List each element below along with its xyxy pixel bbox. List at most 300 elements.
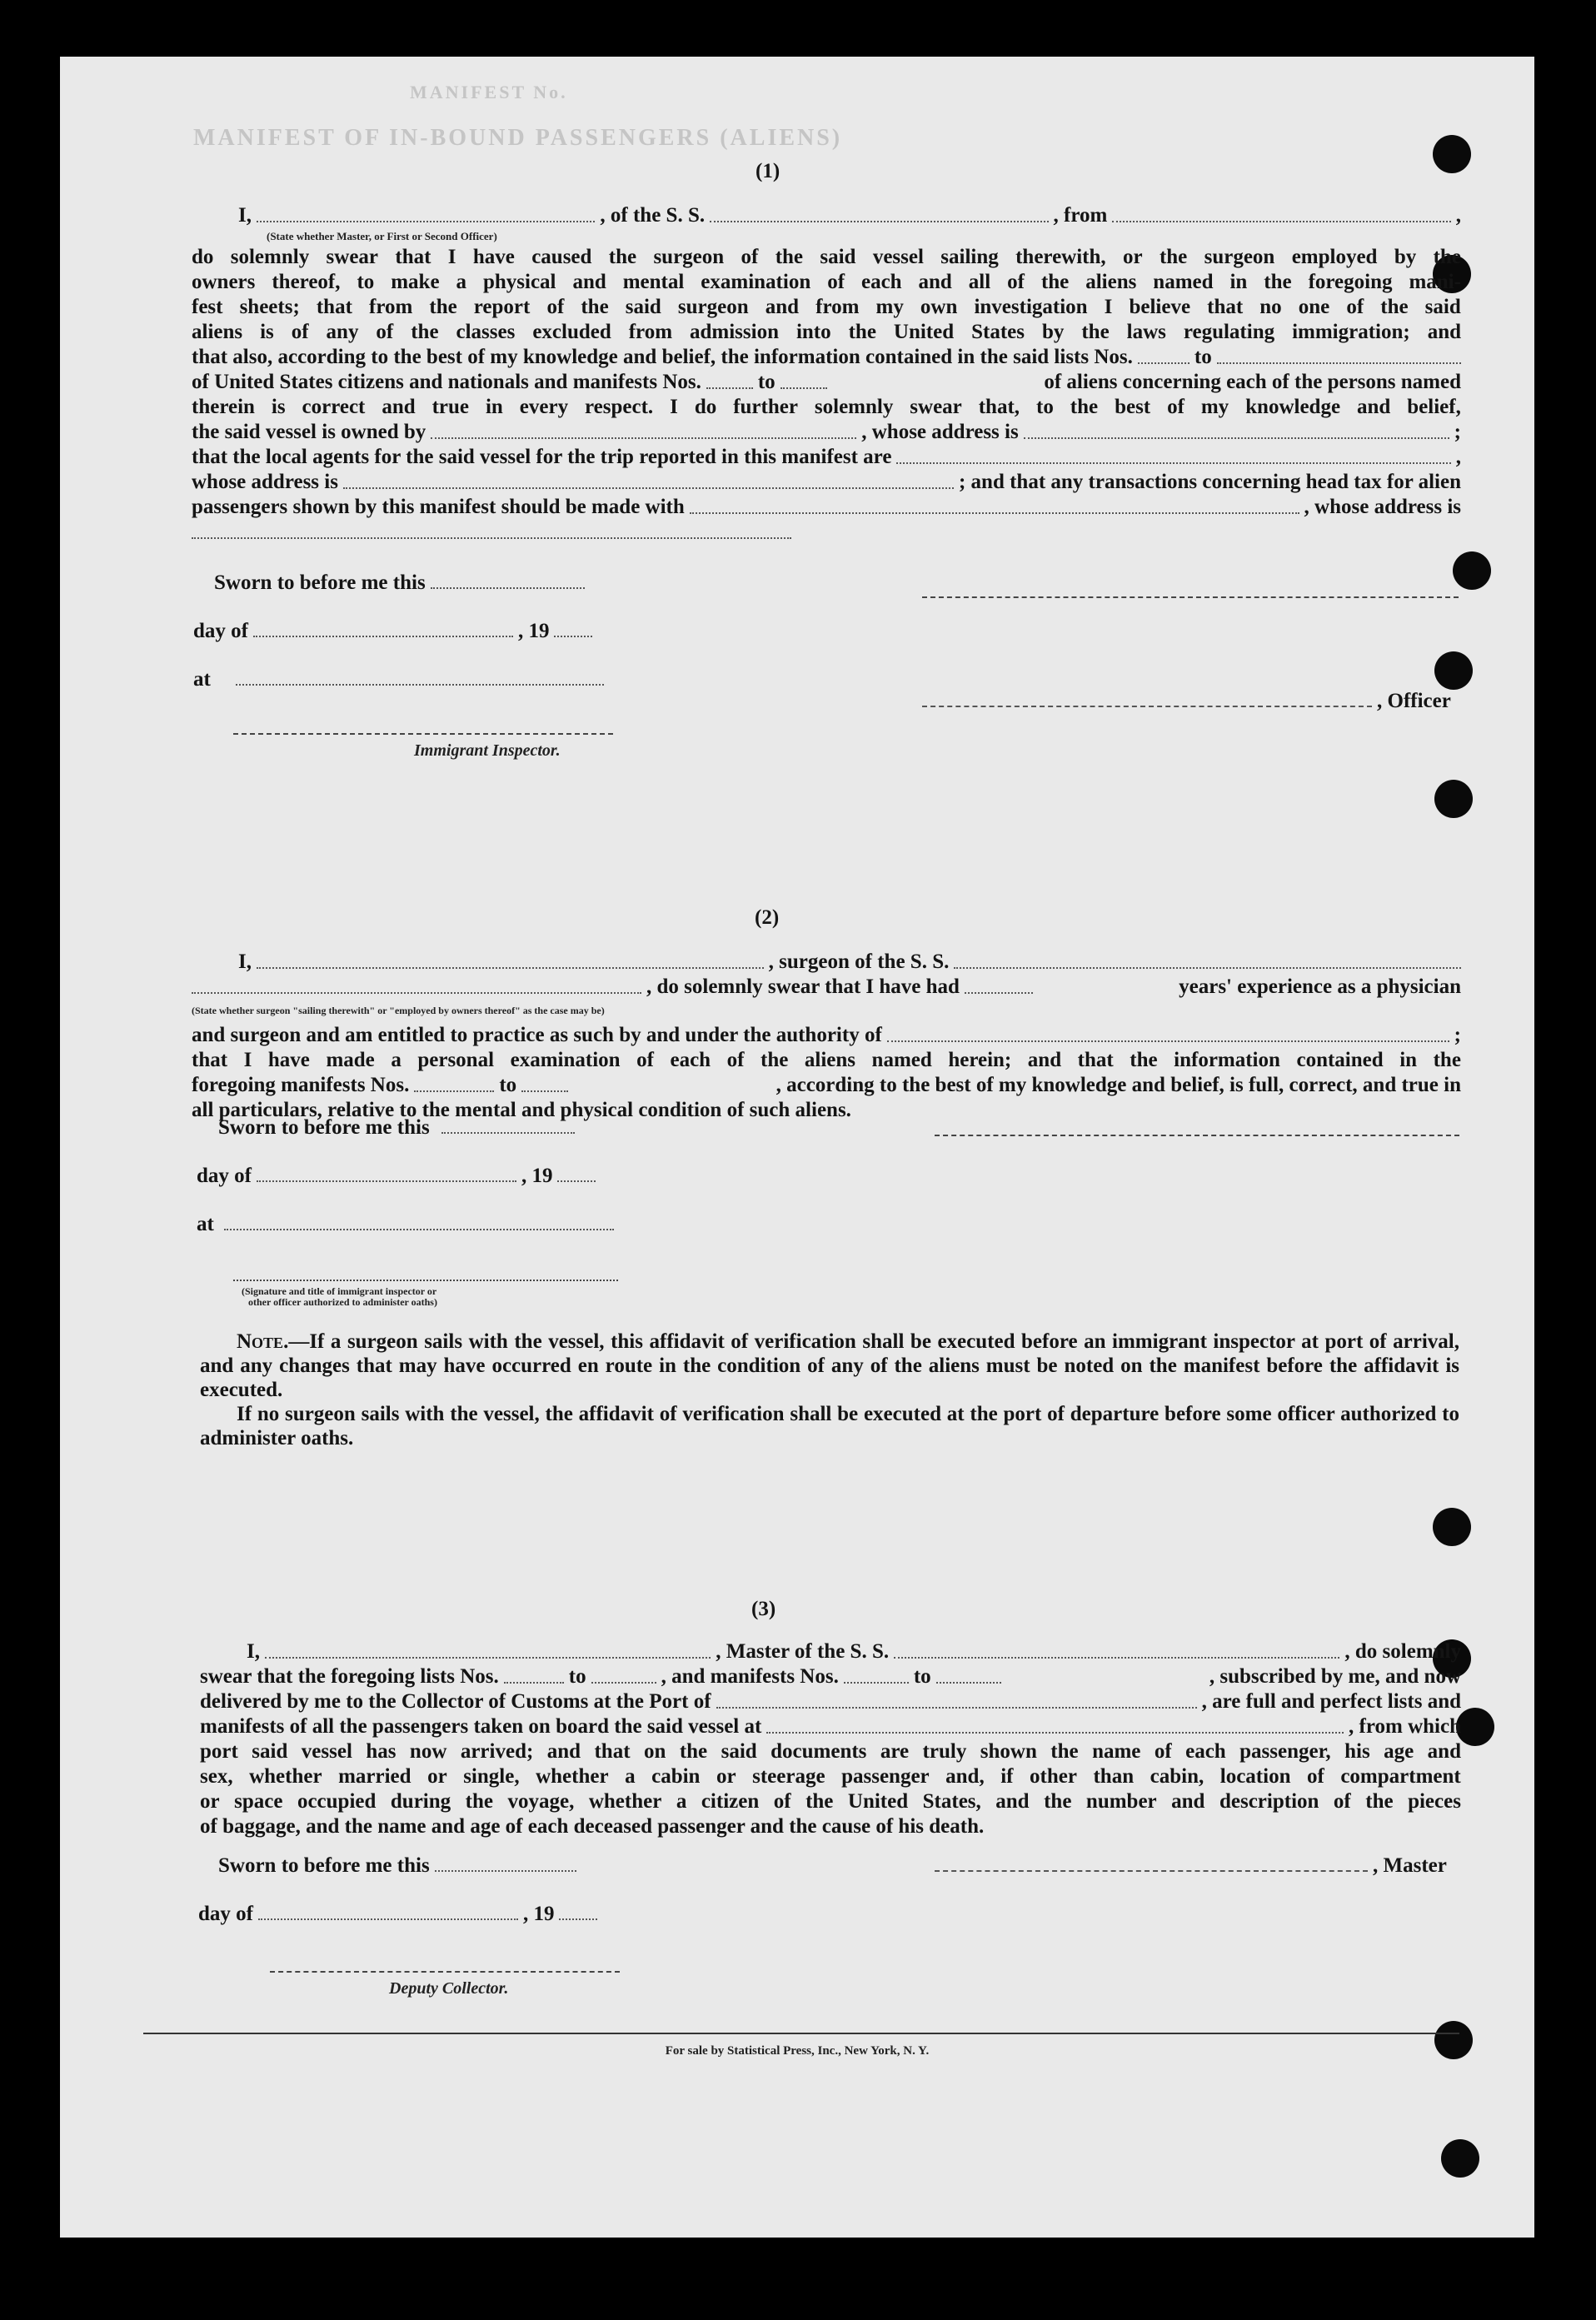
- s3-master-signature-field[interactable]: [935, 1870, 1368, 1872]
- word: in: [1229, 271, 1248, 293]
- word: said: [1424, 296, 1461, 318]
- s2-year-field[interactable]: [557, 1180, 596, 1182]
- s1-i: I,: [238, 204, 252, 227]
- word: or: [716, 1765, 736, 1788]
- word: have: [472, 246, 515, 268]
- word: regulating: [1183, 321, 1275, 343]
- punch-hole: [1456, 1708, 1494, 1746]
- word: best: [1115, 396, 1151, 418]
- s3-sworn-line: [218, 1854, 576, 1878]
- word: that: [316, 296, 352, 318]
- word: or: [200, 1790, 220, 1813]
- word: in: [1399, 1049, 1418, 1071]
- word: on: [643, 1740, 666, 1763]
- section-1-number: (1): [756, 160, 781, 182]
- word: during: [390, 1790, 451, 1813]
- s2-at-field[interactable]: [224, 1229, 614, 1230]
- word: swear: [910, 396, 962, 418]
- word: by: [1041, 321, 1065, 343]
- s3-line-4: [200, 1714, 1461, 1739]
- word: and: [1027, 1049, 1062, 1071]
- word: or: [427, 1765, 447, 1788]
- s1-whose-address: , whose address is: [861, 421, 1019, 443]
- word: occupied: [297, 1790, 377, 1813]
- contact-address-field[interactable]: [192, 537, 791, 539]
- word: the: [805, 1790, 834, 1813]
- word: the: [1159, 246, 1188, 268]
- s1-line-3: [192, 270, 1461, 295]
- word: cabin: [651, 1765, 701, 1788]
- s3-day-line: [198, 1903, 597, 1926]
- word: is: [271, 396, 286, 418]
- punch-hole: [1434, 780, 1473, 818]
- punch-hole: [1434, 651, 1473, 690]
- word: compartment: [1340, 1765, 1461, 1788]
- s3-collector-label: Deputy Collector.: [389, 1979, 509, 1998]
- s1-semicolon: ;: [1454, 421, 1461, 443]
- word: States,: [922, 1790, 981, 1813]
- word: pieces: [1408, 1790, 1461, 1813]
- s1-line-12: [192, 495, 1461, 520]
- ghost-manifest-no: MANIFEST No.: [410, 82, 568, 102]
- s1-day-line: [193, 620, 592, 643]
- word: than: [1093, 1765, 1135, 1788]
- s3-master-of: , Master of the S. S.: [716, 1640, 890, 1663]
- s3-collector-text: delivered by me to the Collector of Customs at the Port of: [200, 1690, 711, 1713]
- word: United: [847, 1790, 909, 1813]
- s2-caption-line-2: other officer authorized to administer oaths): [248, 1296, 437, 1308]
- s1-line-1: I, , of the S. S. , from ,: [238, 204, 1462, 227]
- word: port: [200, 1740, 238, 1763]
- word: the: [1130, 1049, 1158, 1071]
- punch-hole: [1433, 135, 1471, 173]
- word: each: [860, 271, 902, 293]
- s2-years-text: years' experience as a physician: [1179, 975, 1461, 998]
- note-text-1: —If a surgeon sails with the vessel, this affidavit of verification shall be executed before an immigrant inspector at port of arrival, and any changes that may have occurred en route in the condition of any of the aliens must be noted on the manifest before the affidavit is executed.: [200, 1330, 1459, 1401]
- word: of: [1154, 1740, 1172, 1763]
- s1-officer: , Officer: [1377, 690, 1451, 712]
- word: shown: [980, 1740, 1037, 1763]
- s1-manifests-text: of United States citizens and nationals and manifests Nos.: [192, 371, 701, 393]
- manifests-from-field[interactable]: [706, 387, 753, 389]
- word: of: [546, 296, 565, 318]
- s1-sworn-date-field[interactable]: [431, 587, 585, 589]
- word: his: [1344, 1740, 1370, 1763]
- s2-line-3: [192, 1023, 1461, 1048]
- word: the: [608, 246, 637, 268]
- footer-rule: [143, 2033, 1459, 2034]
- word: do: [694, 396, 717, 418]
- note-label: Note.: [237, 1330, 289, 1353]
- word: a: [456, 271, 467, 293]
- s2-day-field[interactable]: [257, 1180, 516, 1182]
- boarding-port-field[interactable]: [766, 1732, 1344, 1734]
- s3-lists-from-field[interactable]: [504, 1682, 564, 1684]
- section-3-number: (3): [751, 1598, 776, 1620]
- word: surgeon: [1204, 246, 1275, 268]
- lists-to-field[interactable]: [1217, 362, 1461, 364]
- s1-whose-address-3: , whose address is: [1304, 496, 1461, 518]
- word: foregoing: [1308, 271, 1393, 293]
- word: vessel: [301, 1740, 352, 1763]
- word: now: [409, 1740, 447, 1763]
- word: a: [625, 1765, 636, 1788]
- word: no: [1259, 296, 1282, 318]
- word: are: [880, 1740, 910, 1763]
- word: married: [338, 1765, 411, 1788]
- word: whether: [588, 1790, 662, 1813]
- word: solemnly: [230, 246, 310, 268]
- s3-sworn: Sworn to before me this: [218, 1854, 430, 1877]
- surgeon-caption: (State whether surgeon "sailing therewith" or "employed by owners thereof" as the case may be): [192, 1005, 605, 1016]
- word: surgeon: [653, 246, 725, 268]
- s3-do-solemnly: , do solemnly: [1344, 1640, 1462, 1663]
- s3-ship-field[interactable]: [894, 1657, 1339, 1659]
- s2-at: at: [197, 1213, 214, 1235]
- word: of: [1167, 396, 1185, 418]
- s2-authority-text: and surgeon and am entitled to practice as such by and under the authority of: [192, 1024, 882, 1046]
- word: from: [815, 296, 860, 318]
- officer-name-field[interactable]: [257, 221, 595, 222]
- s1-at-field[interactable]: [236, 684, 604, 686]
- word: the: [1433, 246, 1461, 268]
- word: the: [1050, 1740, 1079, 1763]
- s3-line-3: [200, 1689, 1461, 1714]
- word: of: [827, 271, 845, 293]
- word: the: [465, 1790, 493, 1813]
- s2-swear: , do solemnly swear that I have had: [646, 975, 960, 998]
- word: do: [192, 246, 214, 268]
- word: in: [485, 396, 503, 418]
- word: fest: [192, 296, 223, 318]
- word: into: [796, 321, 831, 343]
- s3-manifests-from-field[interactable]: [844, 1682, 909, 1684]
- word: that: [192, 1049, 228, 1071]
- lists-from-field[interactable]: [1138, 362, 1190, 364]
- word: of: [376, 321, 394, 343]
- word: caused: [531, 246, 592, 268]
- word: said: [820, 246, 856, 268]
- word: passenger: [841, 1765, 930, 1788]
- s1-inspector-signature-line[interactable]: [233, 733, 613, 735]
- owner-field[interactable]: [431, 437, 856, 439]
- printer-footer: For sale by Statistical Press, Inc., New York, N. Y.: [665, 2044, 930, 2058]
- word: passenger,: [1239, 1740, 1331, 1763]
- surgeon-status-field[interactable]: [192, 992, 641, 994]
- word: the: [581, 296, 609, 318]
- s1-lists-text: that also, according to the best of my knowledge and belief, the information contained in the said lists Nos.: [192, 346, 1133, 368]
- word: of: [1306, 1765, 1324, 1788]
- s3-master-line: [935, 1854, 1447, 1878]
- ship-name-field[interactable]: [710, 221, 1048, 222]
- word: and: [918, 271, 952, 293]
- s1-line-11: [192, 470, 1461, 495]
- word: therein: [192, 396, 255, 418]
- word: examination: [701, 271, 811, 293]
- s1-officer-signature-field[interactable]: [922, 706, 1372, 707]
- word: of: [1346, 296, 1364, 318]
- s1-at-line: [193, 668, 604, 691]
- word: sheets;: [239, 296, 300, 318]
- s3-line-6: [200, 1764, 1461, 1789]
- s3-collector-signature-line[interactable]: [270, 1971, 620, 1973]
- s2-sworn-line: [218, 1116, 575, 1140]
- word: documents: [771, 1740, 867, 1763]
- word: one: [1298, 296, 1330, 318]
- s1-signature-line[interactable]: [922, 596, 1459, 598]
- s3-full-perfect: , are full and perfect lists and: [1201, 1690, 1461, 1713]
- s3-line-1: [200, 1639, 1461, 1664]
- word: of: [741, 246, 759, 268]
- word: by: [1394, 246, 1417, 268]
- word: and: [382, 396, 416, 418]
- word: herein;: [948, 1049, 1012, 1071]
- word: further: [733, 396, 798, 418]
- word: and: [546, 1740, 581, 1763]
- s2-line-2: [192, 975, 1461, 1000]
- s3-day-field[interactable]: [258, 1918, 518, 1920]
- word: vessel: [872, 246, 924, 268]
- word: believe: [1129, 296, 1191, 318]
- word: contained: [1296, 1049, 1384, 1071]
- word: that: [395, 246, 431, 268]
- word: respect.: [585, 396, 654, 418]
- s1-line-5: [192, 320, 1461, 345]
- s2-inspector-signature-line[interactable]: [233, 1280, 618, 1281]
- s3-manifests-text: , and manifests Nos.: [661, 1665, 839, 1688]
- surgeon-name-field[interactable]: [257, 967, 764, 969]
- section-2-oath: [192, 1023, 1461, 1123]
- word: said: [721, 1740, 757, 1763]
- word: physical: [482, 271, 556, 293]
- word: aliens: [192, 321, 243, 343]
- s1-line-8: [192, 395, 1461, 420]
- word: whether: [249, 1765, 322, 1788]
- s2-semicolon: ;: [1454, 1024, 1461, 1046]
- s3-passengers-text: manifests of all the passengers taken on board the said vessel at: [200, 1715, 762, 1738]
- s2-signature-caption: [242, 1286, 437, 1308]
- ghost-manifest-title: MANIFEST OF IN-BOUND PASSENGERS (ALIENS): [193, 125, 843, 151]
- s1-whose-address-2: whose address is: [192, 471, 338, 493]
- s2-particulars-text: all particulars, relative to the mental and physical condition of such aliens.: [192, 1099, 851, 1121]
- word: that,: [978, 396, 1020, 418]
- s2-to: to: [499, 1074, 517, 1096]
- word: is: [260, 321, 274, 343]
- s1-line-6: [192, 345, 1461, 370]
- word: admission: [690, 321, 779, 343]
- note-paragraph-2: If no surgeon sails with the vessel, the affidavit of verification shall be executed at the port of departure before some officer authorized to administer oaths.: [200, 1403, 1459, 1449]
- word: single,: [463, 1765, 520, 1788]
- word: whether: [536, 1765, 609, 1788]
- word: the: [1081, 321, 1110, 343]
- s2-line-5: [192, 1073, 1461, 1098]
- word: mani-: [1409, 271, 1461, 293]
- s1-comma: ,: [1455, 446, 1461, 468]
- word: the: [1380, 296, 1409, 318]
- s1-day-of: day of: [193, 620, 248, 642]
- s1-officer-line: [922, 690, 1451, 713]
- s2-day-line: [197, 1165, 596, 1188]
- s2-sworn: Sworn to before me this: [218, 1116, 430, 1139]
- word: named: [871, 1049, 932, 1071]
- word: steerage: [752, 1765, 825, 1788]
- word: I: [670, 396, 678, 418]
- word: voyage,: [507, 1790, 575, 1813]
- s3-day-of: day of: [198, 1903, 253, 1925]
- agents-field[interactable]: [896, 462, 1450, 464]
- s1-year-field[interactable]: [554, 636, 592, 637]
- word: and: [1427, 321, 1461, 343]
- word: other: [1030, 1765, 1077, 1788]
- word: of: [1007, 271, 1025, 293]
- s3-line-5: [200, 1739, 1461, 1764]
- s3-manifests-to-field[interactable]: [936, 1682, 1001, 1684]
- word: solemnly: [814, 396, 894, 418]
- word: belief,: [1407, 396, 1461, 418]
- word: cabin,: [1150, 1765, 1204, 1788]
- s1-19: , 19: [517, 620, 550, 642]
- word: the: [1070, 396, 1099, 418]
- section-2-number: (2): [755, 906, 780, 929]
- word: I: [243, 1049, 252, 1071]
- word: any: [326, 321, 359, 343]
- word: or: [1122, 246, 1143, 268]
- s1-from: , from: [1053, 204, 1108, 227]
- word: and: [995, 1790, 1030, 1813]
- s2-manifests-to-field[interactable]: [521, 1090, 568, 1092]
- s2-surgeon-signature-line[interactable]: [935, 1135, 1459, 1136]
- word: from: [628, 321, 673, 343]
- word: owners: [192, 271, 256, 293]
- s2-manifests-from-field[interactable]: [414, 1090, 494, 1092]
- s2-sworn-date-field[interactable]: [441, 1132, 575, 1134]
- s1-of-ss: , of the S. S.: [600, 204, 706, 227]
- word: sex,: [200, 1765, 233, 1788]
- word: aliens: [1085, 271, 1137, 293]
- word: the: [1040, 271, 1070, 293]
- s2-manifests-text: foregoing manifests Nos.: [192, 1074, 410, 1096]
- word: report: [473, 296, 531, 318]
- section-1-body: [192, 203, 1461, 228]
- s3-year-field[interactable]: [559, 1918, 597, 1920]
- word: that: [1077, 1049, 1114, 1071]
- s1-agents-text: that the local agents for the said vessel for the trip reported in this manifest are: [192, 446, 892, 468]
- word: thereof,: [272, 271, 341, 293]
- word: number: [1085, 1790, 1157, 1813]
- s1-line-13: [192, 520, 1461, 545]
- s3-lists-to-field[interactable]: [591, 1682, 656, 1684]
- word: of: [1333, 1790, 1351, 1813]
- word: to: [357, 271, 375, 293]
- s2-caption-line-1: (Signature and title of immigrant inspector or: [242, 1285, 437, 1297]
- word: that: [594, 1740, 631, 1763]
- word: immigration;: [1292, 321, 1410, 343]
- word: the: [1044, 1790, 1072, 1813]
- s1-sworn: Sworn to before me this: [214, 571, 426, 594]
- s1-line-7: [192, 370, 1461, 395]
- head-tax-contact-field[interactable]: [690, 512, 1299, 514]
- word: the: [1365, 1790, 1394, 1813]
- punch-hole: [1433, 1508, 1471, 1546]
- s2-surgeon-of: , surgeon of the S. S.: [768, 950, 950, 973]
- port-field[interactable]: [716, 1707, 1197, 1709]
- word: aliens: [804, 1049, 855, 1071]
- word: to: [1036, 396, 1054, 418]
- word: and: [1427, 1740, 1461, 1763]
- word: a: [676, 1790, 687, 1813]
- word: investigation: [974, 296, 1088, 318]
- word: location: [1219, 1765, 1291, 1788]
- note-block: [200, 1330, 1459, 1450]
- word: the: [775, 246, 804, 268]
- s3-sworn-date-field[interactable]: [435, 1870, 576, 1872]
- s3-subscribed-text: , subscribed by me, and now: [1209, 1665, 1461, 1688]
- word: knowledge: [1245, 396, 1341, 418]
- s1-owned-by: the said vessel is owned by: [192, 421, 426, 443]
- s2-ship-field[interactable]: [954, 967, 1461, 969]
- word: and: [765, 296, 800, 318]
- word: the: [429, 296, 457, 318]
- word: age: [1384, 1740, 1414, 1763]
- s3-baggage-text: of baggage, and the name and age of each deceased passenger and the cause of his death.: [200, 1815, 985, 1838]
- s2-line-1: [192, 950, 1461, 975]
- word: if: [1000, 1765, 1014, 1788]
- word: classes: [456, 321, 516, 343]
- word: have: [267, 1049, 310, 1071]
- word: the: [679, 1740, 708, 1763]
- word: the: [1264, 271, 1292, 293]
- s1-day-field[interactable]: [253, 636, 513, 637]
- master-name-field[interactable]: [265, 1657, 711, 1659]
- section-3-body: [200, 1639, 1461, 1839]
- s1-line-9: [192, 420, 1461, 445]
- word: all: [968, 271, 991, 293]
- word: surgeon: [677, 296, 749, 318]
- word: each: [1185, 1740, 1226, 1763]
- manifests-to-field[interactable]: [781, 387, 827, 389]
- s3-i: I,: [247, 1640, 260, 1663]
- s1-head-tax-text: ; and that any transactions concerning head tax for alien: [958, 471, 1461, 493]
- section-1-oath: [192, 245, 1461, 545]
- word: the: [761, 1049, 789, 1071]
- word: from: [369, 296, 413, 318]
- s1-sworn-line: [214, 571, 585, 595]
- owner-address-field[interactable]: [1024, 437, 1449, 439]
- agents-address-field[interactable]: [343, 487, 954, 489]
- section-2-body: [192, 950, 1461, 1000]
- authority-field[interactable]: [887, 1040, 1449, 1042]
- from-port-field[interactable]: [1112, 221, 1450, 222]
- word: of: [291, 321, 309, 343]
- s1-passengers-text: passengers shown by this manifest should be made with: [192, 496, 685, 518]
- s3-19: , 19: [522, 1903, 555, 1925]
- word: a: [391, 1049, 401, 1071]
- word: and: [572, 271, 606, 293]
- s1-line-4: [192, 295, 1461, 320]
- s1-to-2: to: [757, 371, 776, 393]
- word: and: [1357, 396, 1391, 418]
- word: swear: [326, 246, 379, 268]
- word: the: [1433, 1049, 1461, 1071]
- word: of: [726, 1049, 745, 1071]
- years-field[interactable]: [965, 992, 1033, 994]
- word: description: [1219, 1790, 1319, 1813]
- word: and: [1171, 1790, 1205, 1813]
- word: space: [234, 1790, 283, 1813]
- word: citizen: [701, 1790, 760, 1813]
- word: make: [391, 271, 440, 293]
- word: name: [1092, 1740, 1141, 1763]
